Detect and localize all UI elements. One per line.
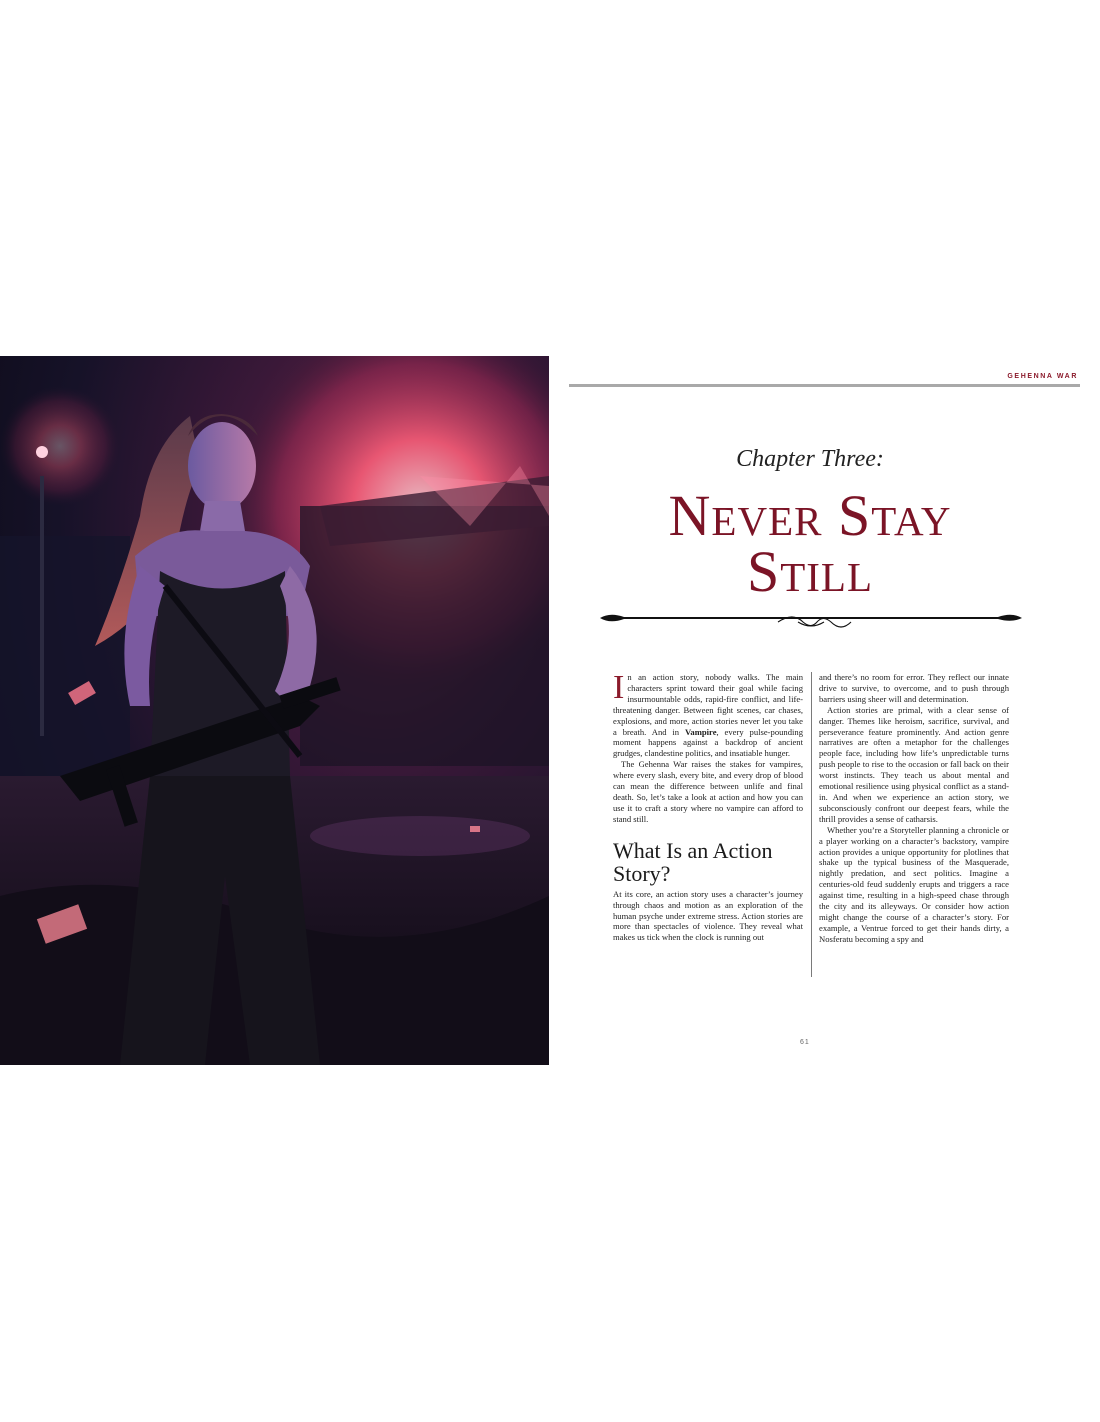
page-number: 61 [800, 1039, 810, 1046]
body-column-left [613, 669, 803, 943]
running-head-rule [569, 384, 1080, 387]
paragraph: Whether you’re a Storyteller planning a chronicle or a player working on a character’s backstory, vampire action provides a unique opportunity for plotlines that shake up the typical business of the Masquerade, nightly predation, and sect politics. Imagine a centuries-old feud suddenly erupts and triggers a race against time, resulting in a high-speed chase through the city and its alleyways. Or consider how action might change the course of a character’s story. For example, a Ventrue forced to get their hands dirty, a Nosferatu becoming a spy and [819, 824, 1009, 944]
section-heading: What Is an Action Story? [613, 837, 773, 886]
paragraph: Action stories are primal, with a clear sense of danger. Themes like heroism, sacrifice, survival, and perseverance feature prominently. And action genre narratives are often a metaphor for the challenges people face, including how life’s unpredictable turns push people to rise to the occasion or fall back on their worst instincts. They teach us about mental and emotional resilience using physical conflict as a stand-in. And when we experience an action story, we subconsciously confront our deepest fears, while the thrill provides a sense of catharsis. [819, 704, 1009, 824]
chapter-title [600, 483, 1020, 604]
ornamental-divider [598, 608, 1024, 632]
cover-illustration [0, 356, 549, 1065]
paragraph: At its core, an action story uses a character’s journey through chaos and motion as an exploration of the human psyche under extreme stress. Action stories are more than spectacles of violence. They reveal what makes us tick when the clock is running out [613, 888, 803, 943]
chapter-title-line-2: Still [746, 539, 874, 604]
game-title-bold: Vampire [685, 726, 717, 737]
column-divider [811, 672, 812, 977]
paragraph-opening [613, 669, 803, 759]
chapter-title-line-1: Never Stay [668, 483, 952, 548]
paragraph: and there’s no room for error. They reflect our innate drive to survive, to overcome, and to push through barriers using sheer will and determination. [819, 672, 1009, 704]
running-head: GEHENNA WAR [1007, 373, 1078, 380]
body-column-right [819, 672, 1009, 945]
paragraph: The Gehenna War raises the stakes for vampires, where every slash, every bite, and every drop of blood can mean the difference between unlife and final death. So, let’s take a look at action and how you can use it to craft a story where no vampire can afford to stand still. [613, 759, 803, 824]
drop-cap: I [613, 669, 625, 706]
paragraph-text: n an action story, nobody walks. The main characters sprint toward their goal while facing insurmountable odds, rapid-fire conflict, and life-threatening danger. Between fight scenes, car chases, explosions, and more, action stories never let you take a breath. And in [613, 672, 803, 737]
paragraph-text: , every pulse-pounding moment happens against a backdrop of ancient grudges, clandestine politics, and insatiable hunger. [613, 726, 803, 759]
chapter-kicker: Chapter Three: [736, 446, 884, 472]
illustration-vampire-woman-with-rifle [0, 356, 549, 1065]
